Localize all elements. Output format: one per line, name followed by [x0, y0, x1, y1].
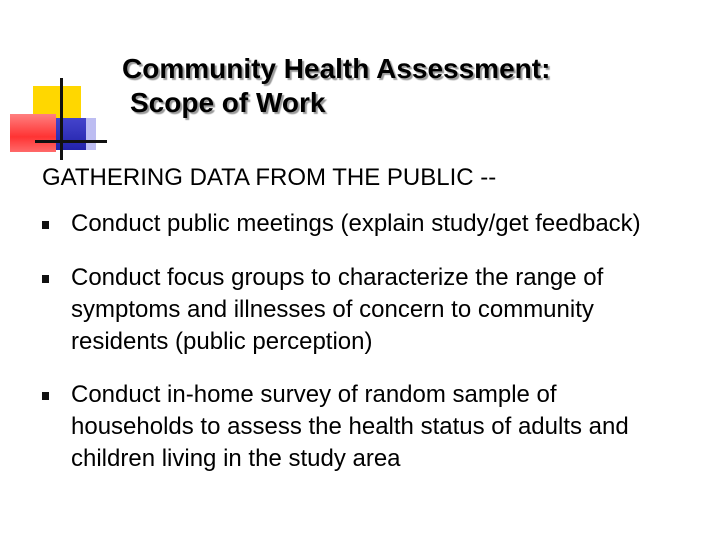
section-heading: GATHERING DATA FROM THE PUBLIC --	[42, 164, 497, 191]
square-bullet-icon	[42, 392, 49, 400]
logo-vertical-line	[60, 78, 63, 160]
color-blocks-logo-icon	[0, 0, 110, 165]
slide-title	[122, 52, 692, 120]
slide-title-line-2: Scope of Work	[130, 87, 326, 118]
bullet-text: Conduct public meetings (explain study/get feedback)	[71, 210, 641, 237]
logo-blue-highlight	[86, 118, 96, 150]
bullet-list	[42, 208, 682, 497]
bullet-item	[42, 208, 682, 240]
bullet-item	[42, 262, 682, 358]
square-bullet-icon	[42, 221, 49, 229]
logo-horizontal-line	[35, 140, 107, 143]
logo-red-square	[10, 114, 56, 152]
slide-title-line-1: Community Health Assessment:	[122, 53, 551, 84]
square-bullet-icon	[42, 275, 49, 283]
bullet-text: Conduct in-home survey of random sample of households to assess the health status of adults and children living in the study area	[71, 381, 629, 472]
bullet-item	[42, 379, 682, 475]
bullet-text: Conduct focus groups to characterize the range of symptoms and illnesses of concern to community residents (public perception)	[71, 264, 604, 355]
